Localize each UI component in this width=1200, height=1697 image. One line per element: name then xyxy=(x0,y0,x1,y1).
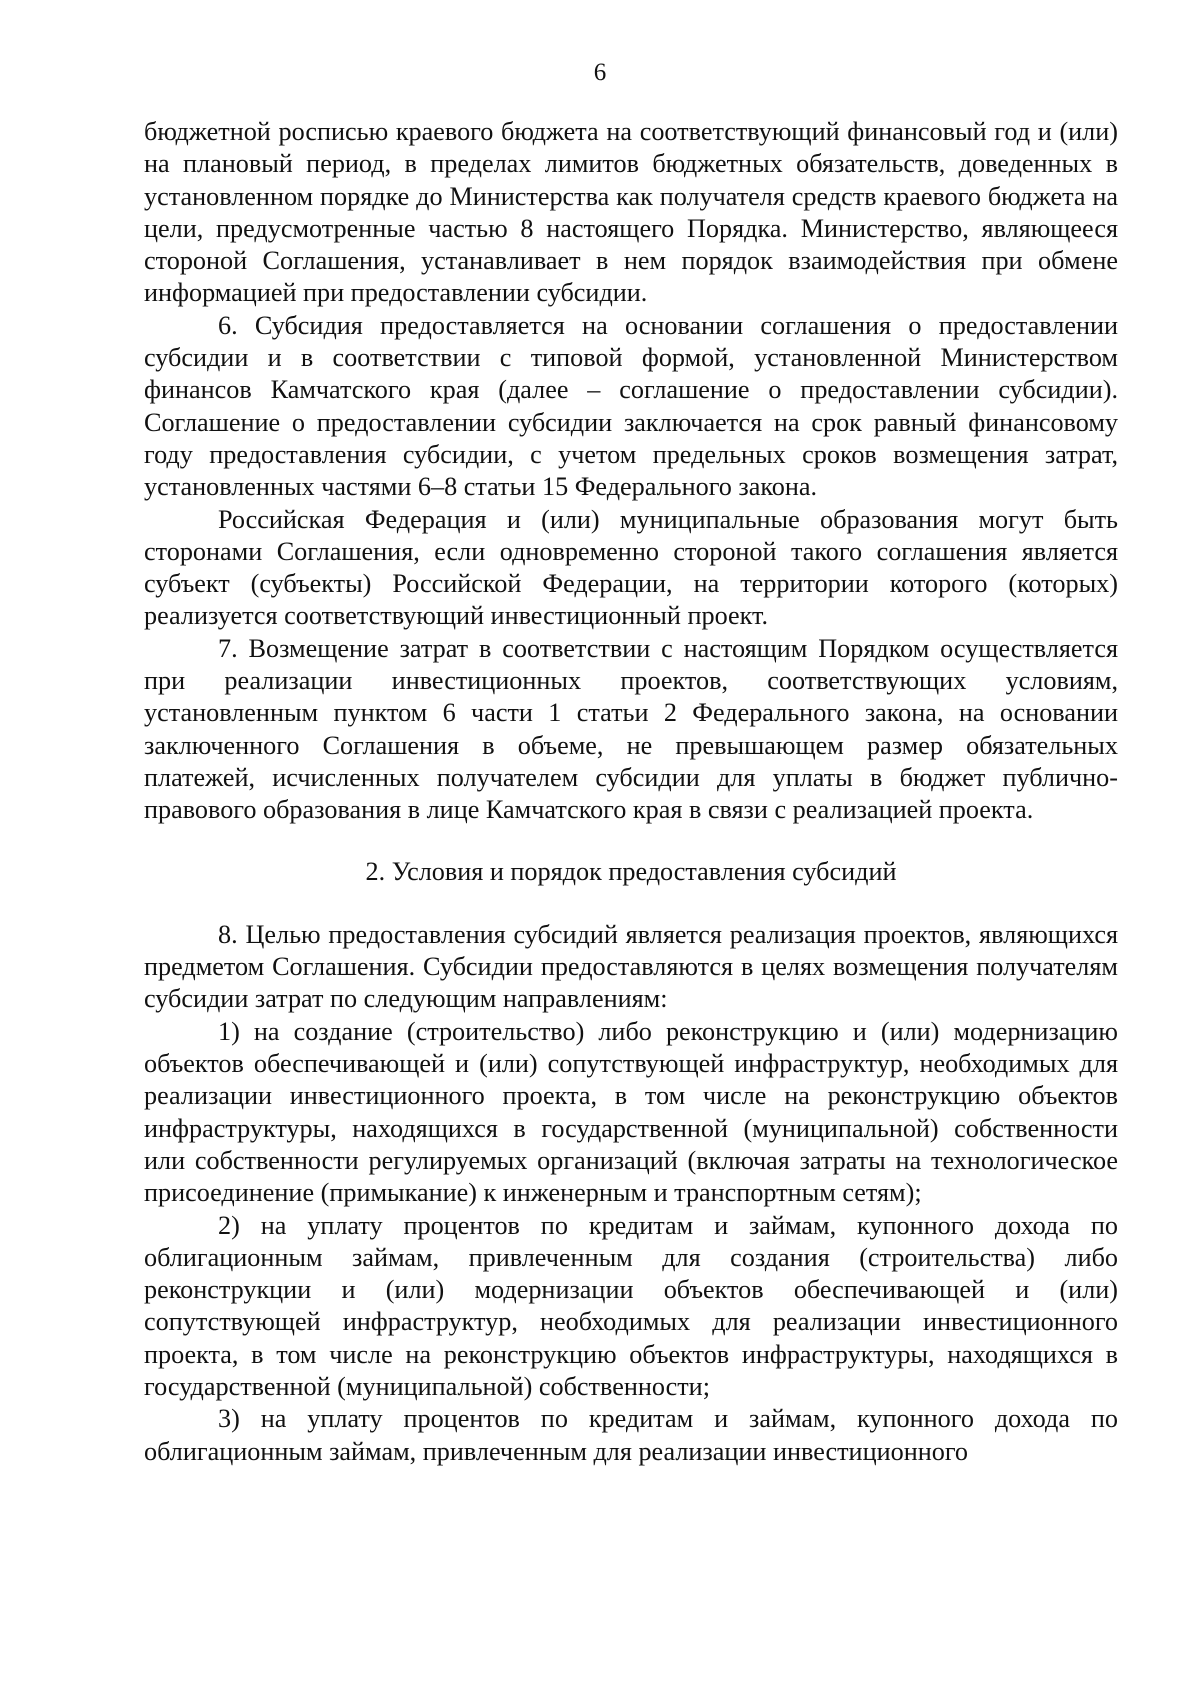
paragraph-budget-continuation: бюджетной росписью краевого бюджета на соответствующий финансовый год и (или) на плановый период, в пределах лимитов бюджетных обязательств, доведенных в установленном порядке до Министерства как получателя средств краевого бюджета на цели, предусмотренные частью 8 настоящего Порядка. Министерство, являющееся стороной Соглашения, устанавливает в нем порядок взаимодействия при обмене информацией при предоставлении субсидии. xyxy=(144,117,1118,308)
page-number: 6 xyxy=(593,59,607,86)
paragraph-item-7: 7. Возмещение затрат в соответствии с настоящим Порядком осуществляется при реализации инвестиционных проектов, соответствующих условиям, установленным пунктом 6 части 1 статьи 2 Федерального закона, на основании заключенного Соглашения в объеме, не превышающем размер обязательных платежей, исчисленных получателем субсидии для уплаты в бюджет публично-правового образования в лице Камчатского края в связи с реализацией проекта. xyxy=(144,633,1118,825)
paragraph-item-8: 8. Целью предоставления субсидий является реализация проектов, являющихся предметом Соглашения. Субсидии предоставляются в целях возмещения получателям субсидии затрат по следующим направлениям: xyxy=(144,919,1118,1014)
list-item-1: 1) на создание (строительство) либо реконструкцию и (или) модернизацию объектов обеспечивающей и (или) сопутствующей инфраструктур, необходимых для реализации инвестиционного проекта, в том числе на реконструкцию объектов инфраструктуры, находящихся в государственной (муниципальной) собственности или собственности регулируемых организаций (включая затраты на технологическое присоединение (примыкание) к инженерным и транспортным сетям); xyxy=(144,1016,1118,1208)
list-item-3: 3) на уплату процентов по кредитам и займам, купонного дохода по облигационным займам, привлеченным для реализации инвестиционного xyxy=(144,1404,1118,1466)
document-body xyxy=(144,116,1118,1468)
list-item-2: 2) на уплату процентов по кредитам и займам, купонного дохода по облигационным займам, привлеченным для создания (строительства) либо реконструкции и (или) модернизации объектов обеспечивающей и (или) сопутствующей инфраструктур, необходимых для реализации инвестиционного проекта, в том числе на реконструкцию объектов инфраструктуры, находящихся в государственной (муниципальной) собственности; xyxy=(144,1210,1118,1401)
paragraph-parties: Российская Федерация и (или) муниципальные образования могут быть сторонами Соглашения, если одновременно стороной такого соглашения является субъект (субъекты) Российской Федерации, на территории которого (которых) реализуется соответствующий инвестиционный проект. xyxy=(144,504,1118,631)
section-heading: 2. Условия и порядок предоставления субсидий xyxy=(365,856,897,886)
paragraph-item-6: 6. Субсидия предоставляется на основании соглашения о предоставлении субсидии и в соответствии с типовой формой, установленной Министерством финансов Камчатского края (далее – соглашение о предоставлении субсидии). Соглашение о предоставлении субсидии заключается на срок равный финансовому году предоставления субсидии, с учетом предельных сроков возмещения затрат, установленных частями 6–8 статьи 15 Федерального закона. xyxy=(144,310,1118,502)
